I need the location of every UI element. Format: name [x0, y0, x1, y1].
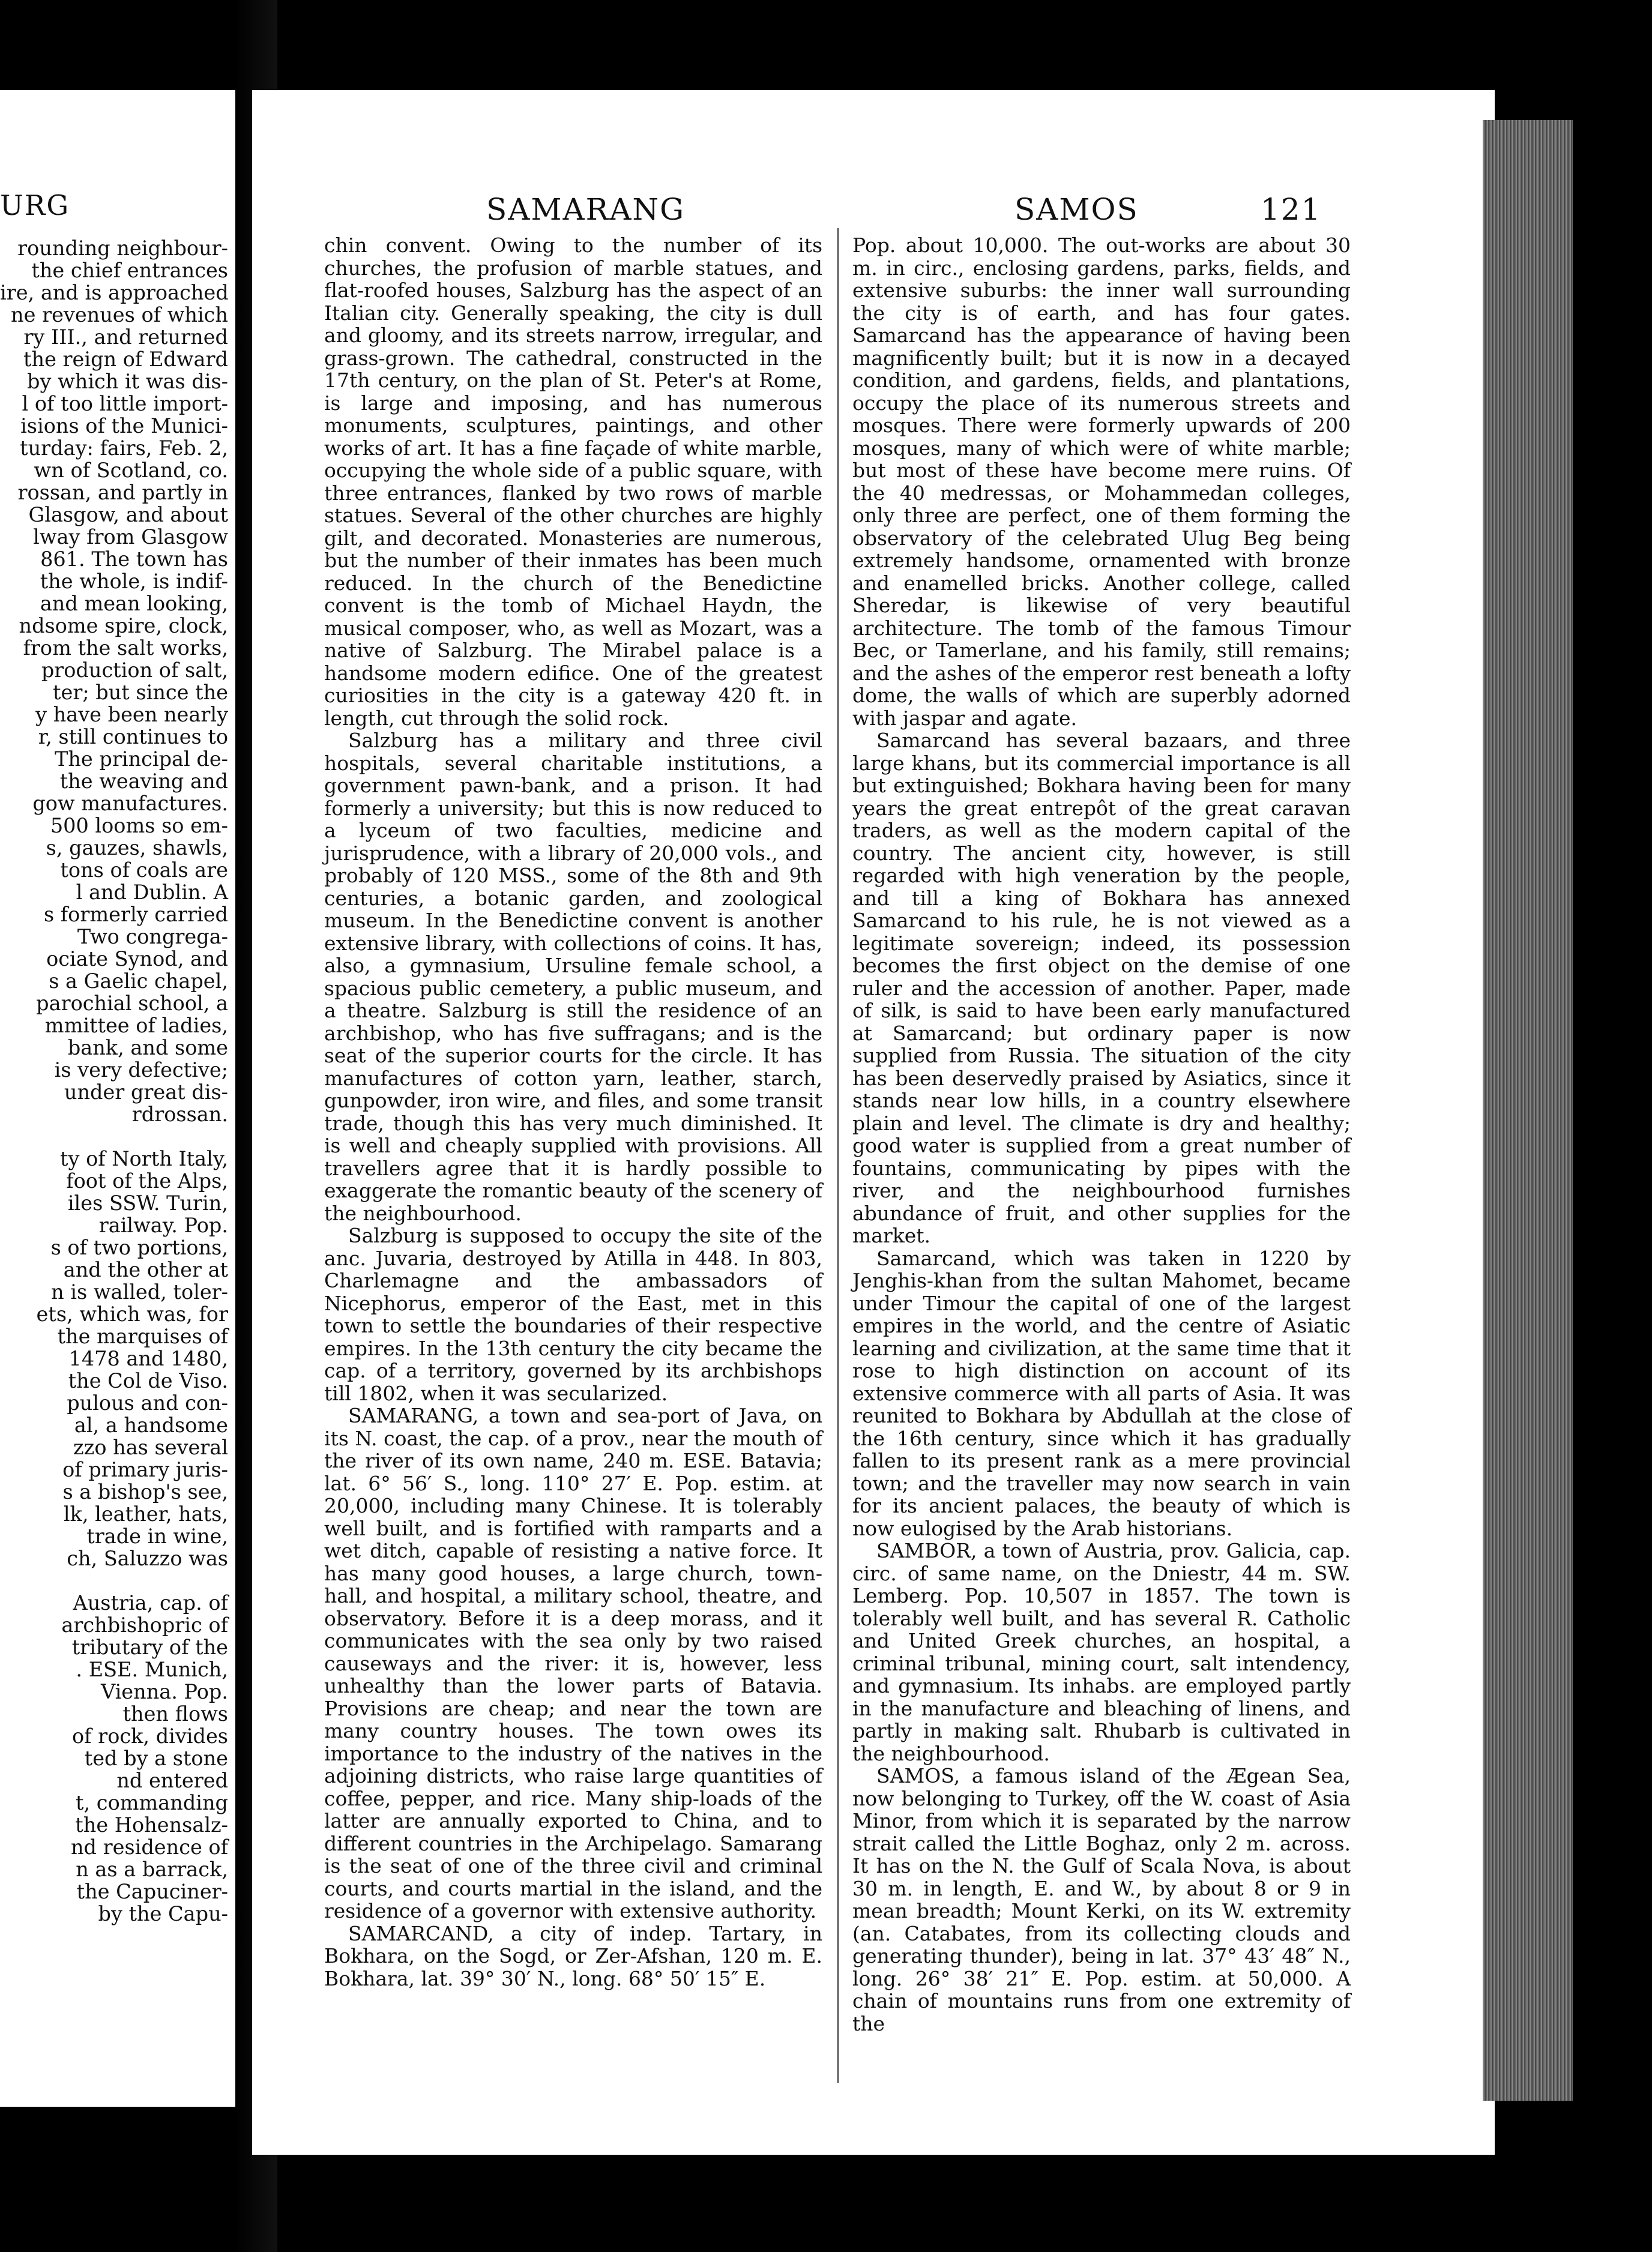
entry-samarcand: SAMARCAND, a city of indep. Tartary, in Bokhara, on the Sogd, or Zer-Afshan, 120 m. E. Bokhara, lat. 39° 30′ N., long. 68° 50′ 15″ E. — [324, 1921, 822, 1990]
facing-page-line: . ESE. Munich, — [76, 1658, 228, 1681]
page-edge-stack — [1483, 120, 1573, 2101]
paragraph: Salzburg has a military and three civil hospitals, several charitable institutions, a government pawn-bank, and a prison. It had formerly a university; but this is now reduced to a lyceum of two faculties, medicine and jurisprudence, with a library of 20,000 vols., and probably of 120 MSS., some of the 8th and 9th centuries, a botanic garden, and zoological museum. In the Benedictine convent is another extensive library, with collections of coins. It has, also, a gymnasium, Ursuline female school, a spacious public cemetery, a public museum, and a theatre. Salzburg is still the residence of an archbishop, who has five suffragans; and is the seat of the superior courts for the circle. It has manufactures of cotton yarn, leather, starch, gunpowder, iron wire, and files, and some transit trade, though this has very much diminished. It is well and cheaply supplied with provisions. All travellers agree that it is hardly possible to exaggerate the romantic beauty of the scenery of the neighbourhood. — [324, 729, 822, 1225]
facing-page-line: of primary juris- — [62, 1458, 228, 1481]
facing-page-line: ry III., and returned — [23, 325, 228, 349]
facing-page-line: al, a handsome — [74, 1414, 228, 1437]
facing-page-line: trade in wine, — [86, 1525, 228, 1548]
facing-page-line: and mean looking, — [40, 592, 228, 615]
facing-page-line: the whole, is indif- — [40, 570, 228, 593]
facing-page-line: the chief entrances — [31, 259, 228, 282]
facing-page-line: The principal de- — [55, 747, 228, 771]
facing-page-line: rdrossan. — [131, 1103, 228, 1126]
facing-page-line: l of too little import- — [22, 392, 228, 415]
facing-page-line: isions of the Munici- — [20, 414, 228, 438]
facing-page-line: under great dis- — [64, 1080, 228, 1104]
facing-page-line: is very defective; — [54, 1058, 228, 1082]
facing-page-line: and the other at — [63, 1258, 228, 1281]
facing-page-line: production of salt, — [41, 658, 228, 682]
facing-page-line: rounding neighbour- — [17, 236, 228, 260]
running-head-left: SAMARANG — [486, 192, 686, 227]
running-head-right: SAMOS — [1014, 192, 1139, 227]
facing-page-line: by the Capu- — [98, 1902, 228, 1925]
facing-page-line: ets, which was, for — [36, 1302, 228, 1326]
facing-page-line — [0, 1570, 228, 1592]
facing-page-line: the Col de Viso. — [68, 1369, 228, 1392]
facing-page-line: Glasgow, and about — [28, 503, 228, 526]
facing-page-line: s, gauzes, shawls, — [46, 836, 228, 860]
paragraph: Samarcand, which was taken in 1220 by Jenghis-khan from the sultan Mahomet, became under Timour the capital of one of the largest empires in the world, and the centre of Asiatic learning and civilization, at the same time that it rose to high distinction on account of its extensive commerce with all parts of Asia. It was reunited to Bokhara by Abdullah at the close of the 16th century, since which it has gradually fallen to its present rank as a mere provincial town; and the traveller may now search in vain for its ancient palaces, the beauty of which is now eulogised by the Arab historians. — [852, 1246, 1351, 1540]
facing-page-line: s formerly carried — [43, 903, 228, 926]
facing-page-line: r, still continues to — [38, 725, 228, 748]
facing-page-line: Vienna. Pop. — [100, 1680, 228, 1703]
facing-page-line: of rock, divides — [71, 1724, 228, 1748]
facing-page-line: ne revenues of which — [11, 303, 228, 327]
facing-page-line: 1478 and 1480, — [68, 1347, 228, 1370]
facing-page-text — [0, 237, 228, 1925]
facing-page-line: 861. The town has — [40, 547, 228, 571]
entry-samos: SAMOS, a famous island of the Ægean Sea, now belonging to Turkey, off the W. coast of Asia Minor, from which it is separated by the narrow strait called the Little Boghaz, only 2 m. across. It has on the N. the Gulf of Scala Nova, is about 30 m. in length, E. and W., by about 8 or 9 in mean breadth; Mount Kerki, on its W. extremity (an. Catabates, from its collecting clouds and generating thunder), being in lat. 37° 43′ 48″ N., long. 26° 38′ 21″ E. Pop. estim. at 50,000. A chain of mountains runs from one extremity of the — [852, 1764, 1351, 2035]
facing-page-line: wn of Scotland, co. — [34, 459, 228, 482]
paragraph: chin convent. Owing to the number of its churches, the profusion of marble statues, and flat-roofed houses, Salzburg has the aspect of an Italian city. Generally speaking, the city is dull and gloomy, and its streets narrow, irregular, and grass-grown. The cathedral, constructed in the 17th century, on the plan of St. Peter's at Rome, is large and imposing, and has numerous monuments, sculptures, paintings, and other works of art. It has a fine façade of white marble, occupying the whole side of a public square, with three entrances, flanked by two rows of marble statues. Several of the other churches are highly gilt, and decorated. Monasteries are numerous, but the number of their inmates has been much reduced. In the church of the Benedictine convent is the tomb of Michael Haydn, the musical composer, who, as well as Mozart, was a native of Salzburg. The Mirabel palace is a handsome modern edifice. One of the greatest curiosities in the city is a gateway 420 ft. in length, cut through the solid rock. — [324, 233, 822, 730]
facing-page-line: pulous and con- — [67, 1391, 228, 1415]
facing-page-line: s a bishop's see, — [62, 1480, 228, 1504]
facing-page-line: n is walled, toler- — [51, 1280, 228, 1304]
facing-page-line: archbishopric of — [61, 1613, 228, 1637]
facing-page-line: then flows — [122, 1702, 228, 1726]
main-page — [252, 90, 1495, 2155]
text-column-right — [852, 234, 1351, 2035]
facing-page-line: y have been nearly — [35, 703, 228, 726]
facing-page-line — [0, 1125, 228, 1148]
facing-page-line: ted by a stone — [84, 1747, 228, 1770]
facing-page-line: n as a barrack, — [76, 1858, 228, 1881]
facing-page-line: iles SSW. Turin, — [67, 1191, 228, 1215]
facing-page-line: the marquises of — [57, 1325, 228, 1348]
page-number: 121 — [1261, 192, 1322, 227]
facing-page-line: s a Gaelic chapel, — [49, 969, 228, 993]
facing-page-line: ndsome spire, clock, — [19, 614, 228, 637]
entry-sambor: SAMBOR, a town of Austria, prov. Galicia, cap. circ. of same name, on the Dniestr, 44 m. SW. Lemberg. Pop. 10,507 in 1857. The town is tolerably well built, and has several R. Catholic and United Greek churches, an hospital, a criminal tribunal, mining court, salt intendency, and gymnasium. Its inhabs. are employed partly in the manufacture and bleaching of linens, and partly in making salt. Rhubarb is cultivated in the neighbourhood. — [852, 1539, 1351, 1765]
facing-page-line: the Capuciner- — [76, 1880, 228, 1903]
facing-page-line: gow manufactures. — [32, 792, 228, 815]
facing-page-line: the Hohensalz- — [75, 1813, 228, 1837]
facing-page-line: the weaving and — [59, 769, 228, 793]
paragraph: Pop. about 10,000. The out-works are about 30 m. in circ., enclosing gardens, parks, fields, and extensive suburbs: the inner wall surrounding the city is of earth, and has four gates. Samarcand has the appearance of having been magnificently built; but it is now in a decayed condition, and gardens, fields, and plantations, occupy the place of its numerous streets and mosques. There were formerly upwards of 200 mosques, many of which were of white marble; but most of these have become mere ruins. Of the 40 medressas, or Mohammedan colleges, only three are perfect, one of them forming the observatory of the celebrated Ulug Beg being extremely handsome, ornamented with bronze and enamelled bricks. Another college, called Sheredar, is likewise of very beautiful architecture. The tomb of the famous Timour Bec, or Tamerlane, and his family, still remains; and the ashes of the emperor rest beneath a lofty dome, the walls of which are superbly adorned with jaspar and agate. — [852, 233, 1351, 730]
facing-page-line: mmittee of ladies, — [44, 1014, 228, 1037]
facing-page-line: by which it was dis- — [27, 370, 228, 393]
facing-page-line: s of two portions, — [50, 1236, 228, 1259]
facing-page-line: railway. Pop. — [98, 1214, 228, 1237]
facing-page-line: 500 looms so em- — [50, 814, 228, 837]
facing-page-line: tons of coals are — [60, 858, 228, 882]
facing-page-line: tributary of the — [71, 1636, 228, 1659]
facing-page-line: parochial school, a — [36, 992, 228, 1015]
column-divider — [837, 228, 839, 2083]
facing-page-line: Austria, cap. of — [73, 1591, 228, 1615]
facing-page-line: t, commanding — [76, 1791, 228, 1814]
facing-page-line: nd entered — [116, 1769, 228, 1792]
facing-page-line: ociate Synod, and — [46, 947, 228, 971]
facing-page-line: the reign of Edward — [23, 348, 228, 371]
facing-page-line: zzo has several — [73, 1436, 228, 1459]
facing-page-line: foot of the Alps, — [66, 1169, 228, 1193]
facing-page-line: Two congrega- — [77, 925, 228, 948]
paragraph: Salzburg is supposed to occupy the site of the anc. Juvaria, destroyed by Atilla in 448. In 803, Charlemagne and the ambassadors of Nicephorus, emperor of the East, met in this town to settle the boundaries of their respective empires. In the 13th century the city became the cap. of a territory, governed by its archbishops till 1802, when it was secularized. — [324, 1224, 822, 1405]
facing-page-header: URG — [0, 189, 70, 221]
facing-page-line: l and Dublin. A — [76, 881, 228, 904]
facing-page-line: nd residence of — [70, 1835, 228, 1859]
facing-page-line: ter; but since the — [53, 681, 228, 704]
facing-page-line: lk, leather, hats, — [63, 1502, 228, 1526]
facing-page-line: ty of North Italy, — [60, 1147, 228, 1170]
entry-samarang: SAMARANG, a town and sea-port of Java, on its N. coast, the cap. of a prov., near the mouth of the river of its own name, 240 m. ESE. Batavia; lat. 6° 56′ S., long. 110° 27′ E. Pop. estim. at 20,000, including many Chinese. It is tolerably well built, and is fortified with ramparts and a wet ditch, capable of resisting a native force. It has many good houses, a large church, town-hall, and hospital, a military school, theatre, and observatory. Before it is a deep morass, and it communicates with the sea only by two raised causeways and the river: it is, however, less unhealthy than the lower parts of Batavia. Provisions are cheap; and near the town are many country houses. The town owes its importance to the industry of the natives in the adjoining districts, who raise large quantities of coffee, pepper, and rice. Many ship-loads of the latter are annually exported to China, and to different countries in the Archipelago. Samarang is the seat of one of the three civil and criminal courts, and courts martial in the island, and the residence of a governor with extensive authority. — [324, 1404, 822, 1922]
facing-page-line: rossan, and partly in — [17, 481, 228, 504]
facing-page-fragment — [0, 90, 235, 2107]
paragraph: Samarcand has several bazaars, and three large khans, but its commercial importance is all but extinguished; Bokhara having been for many years the great entrepôt of the great caravan traders, as well as the modern capital of the country. The ancient city, however, is still regarded with high veneration by the people, and till a king of Bokhara has annexed Samarcand to his rule, he is not viewed as a legitimate sovereign; indeed, its possession becomes the first object on the demise of one ruler and the accession of another. Paper, made of silk, is said to have been early manufactured at Samarcand; but ordinary paper is now supplied from Russia. The situation of the city has been deservedly praised by Asiatics, since it stands near low hills, in a country elsewhere plain and level. The climate is dry and healthy; good water is supplied from a great number of fountains, communicating by pipes with the river, and the neighbourhood furnishes abundance of fruit, and other supplies for the market. — [852, 729, 1351, 1247]
facing-page-line: lway from Glasgow — [33, 525, 228, 549]
facing-page-line: ire, and is approached — [0, 281, 229, 304]
facing-page-line: bank, and some — [67, 1036, 228, 1059]
text-column-left — [324, 234, 822, 1990]
facing-page-line: turday: fairs, Feb. 2, — [20, 436, 228, 460]
facing-page-line: from the salt works, — [23, 636, 228, 660]
facing-page-line: ch, Saluzzo was — [67, 1547, 228, 1570]
